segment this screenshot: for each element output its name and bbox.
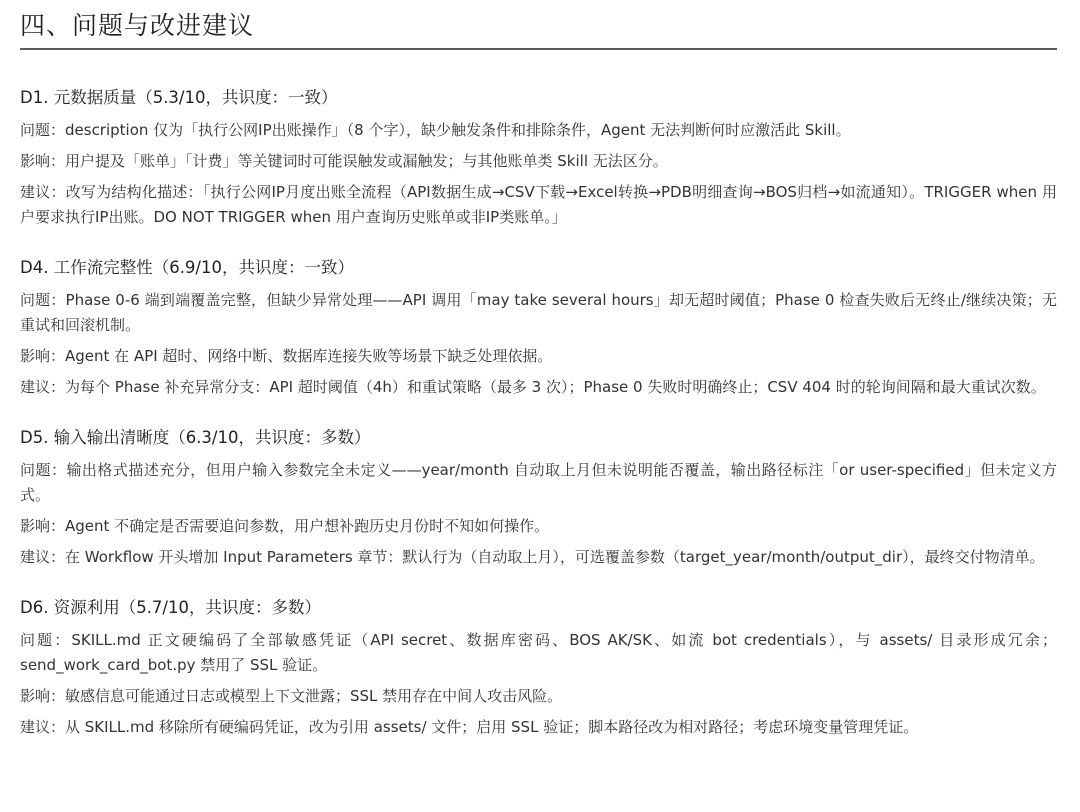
suggestion-text: 建议：为每个 Phase 补充异常分支：API 超时阈值（4h）和重试策略（最多 3 次）；Phase 0 失败时明确终止；CSV 404 时的轮询间隔和最大重试次数。 — [20, 378, 1046, 396]
page-title: 四、问题与改进建议 — [20, 0, 1057, 50]
impact-text: 影响：Agent 在 API 超时、网络中断、数据库连接失败等场景下缺乏处理依据。 — [20, 347, 553, 365]
section-d6 — [20, 597, 1057, 740]
section-d1 — [20, 87, 1057, 230]
impact-text: 影响：Agent 不确定是否需要追问参数，用户想补跑历史月份时不知如何操作。 — [20, 517, 550, 535]
section-d5 — [20, 427, 1057, 570]
problem-text: 问题：SKILL.md 正文硬编码了全部敏感凭证（API secret、数据库密码、BOS AK/SK、如流 bot credentials），与 assets/ 目录形成冗余；send_work_card_bot.py 禁用了 SSL 验证。 — [20, 631, 1057, 674]
problem-text: 问题：Phase 0-6 端到端覆盖完整，但缺少异常处理——API 调用「may take several hours」却无超时阈值；Phase 0 检查失败后无终止/继续决策；无重试和回滚机制。 — [20, 291, 1057, 334]
suggestion-text: 建议：在 Workflow 开头增加 Input Parameters 章节：默认行为（自动取上月），可选覆盖参数（target_year/month/output_dir），最终交付物清单。 — [20, 548, 1045, 566]
impact-text: 影响：用户提及「账单」「计费」等关键词时可能误触发或漏触发；与其他账单类 Skill 无法区分。 — [20, 152, 668, 170]
problem-text: 问题：输出格式描述充分，但用户输入参数完全未定义——year/month 自动取上月但未说明能否覆盖，输出路径标注「or user-specified」但未定义方式。 — [20, 461, 1057, 504]
section-title: D4. 工作流完整性（6.9/10，共识度：一致） — [20, 258, 354, 277]
section-title: D6. 资源利用（5.7/10，共识度：多数） — [20, 598, 321, 617]
document-page — [20, 0, 1057, 740]
problem-text: 问题：description 仅为「执行公网IP出账操作」（8 个字），缺少触发条件和排除条件，Agent 无法判断何时应激活此 Skill。 — [20, 121, 851, 139]
suggestion-text: 建议：从 SKILL.md 移除所有硬编码凭证，改为引用 assets/ 文件；启用 SSL 验证；脚本路径改为相对路径；考虑环境变量管理凭证。 — [20, 718, 919, 736]
suggestion-text: 建议：改写为结构化描述：「执行公网IP月度出账全流程（API数据生成→CSV下载→Excel转换→PDB明细查询→BOS归档→如流通知）。TRIGGER when 用户要求执行IP出账。DO NOT TRIGGER when 用户查询历史账单或非IP类账单。」 — [20, 183, 1057, 226]
section-title: D1. 元数据质量（5.3/10，共识度：一致） — [20, 88, 338, 107]
section-d4 — [20, 257, 1057, 400]
impact-text: 影响：敏感信息可能通过日志或模型上下文泄露；SSL 禁用存在中间人攻击风险。 — [20, 687, 563, 705]
section-title: D5. 输入输出清晰度（6.3/10，共识度：多数） — [20, 428, 371, 447]
